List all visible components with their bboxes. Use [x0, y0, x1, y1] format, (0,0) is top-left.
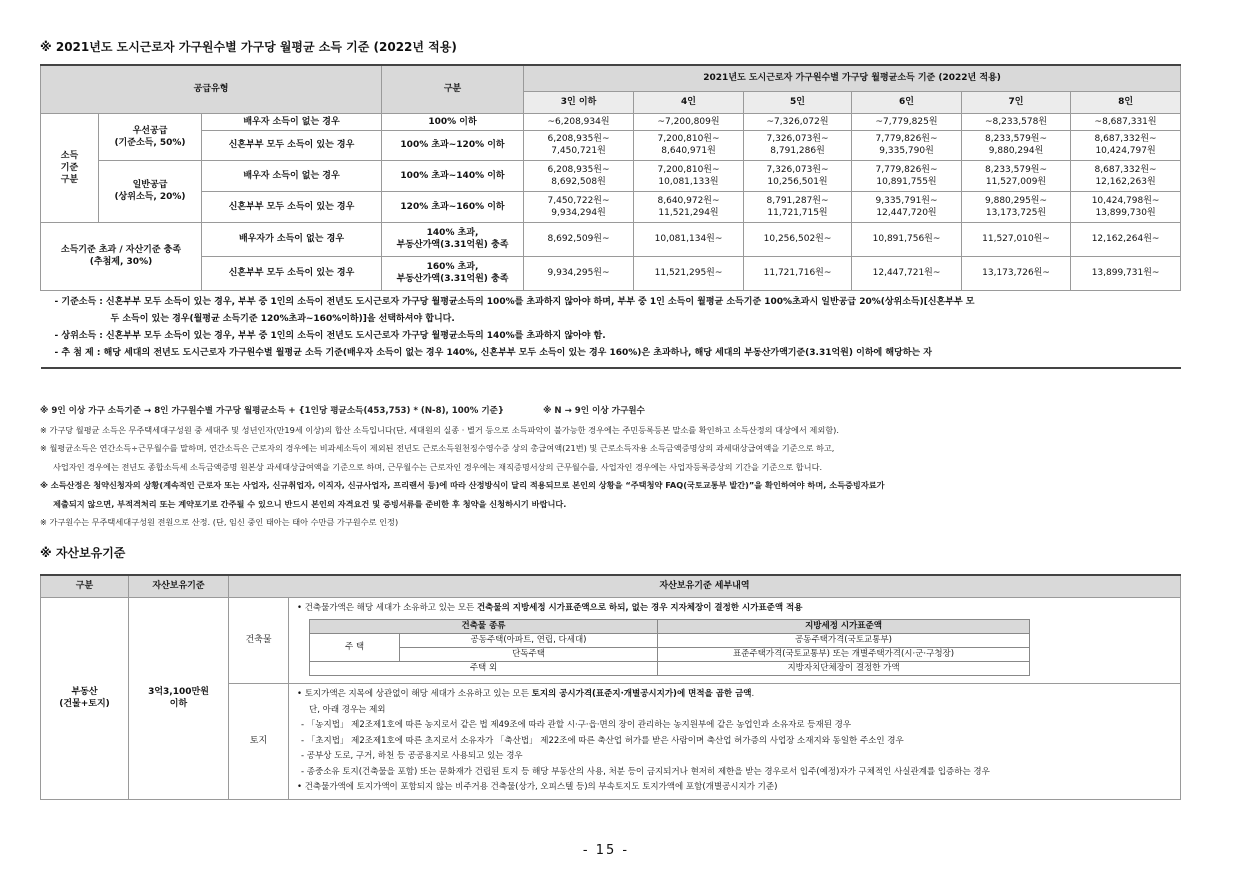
remark-text: ※ 9인 이상 가구 소득기준 → 8인 가구원수별 가구당 월평균소득 + {1인당 평균소득(453,753) * (N-8), 100% 기준} [40, 406, 505, 416]
value-line: 7,326,073원~ [766, 164, 829, 175]
value-line: 8,687,332원~ [1094, 134, 1157, 144]
label-line: 소득기준 초과 / 자산기준 충족 [60, 245, 182, 255]
asset-standard-table [40, 574, 1181, 800]
note-line: 두 소득이 있는 경우(월평균 소득기준 120%초과~160%이하)]을 선택하셔야 합니다. [110, 313, 455, 324]
remark-line: 제출되지 않으면, 부적격처리 또는 계약포기로 간주될 수 있으니 반드시 본인의 자격요건 및 증빙서류를 준비한 후 청약을 신청하시기 바랍니다. [53, 498, 567, 509]
label-line: 이하 [169, 699, 188, 709]
header-col: 8인 [1071, 91, 1181, 113]
remarks-block [40, 402, 1220, 532]
value-line: 9,880,295원~ [985, 195, 1048, 206]
value-line: 13,899,730원 [1095, 207, 1156, 218]
row-range: 100% 이하 [382, 113, 524, 130]
building-bullet [297, 601, 1172, 617]
row-type: 배우자 소득이 없는 경우 [202, 113, 382, 130]
row-type: 배우자가 소득이 없는 경우 [202, 222, 382, 256]
label-line: (기준소득, 50%) [114, 137, 186, 148]
income-standard-label [41, 113, 99, 222]
value-line: 10,256,501원 [767, 176, 828, 187]
value-cell: ~8,687,331원 [1071, 113, 1181, 130]
building-label: 건축물 [229, 597, 289, 684]
header-col: 5인 [744, 91, 852, 113]
income-standard-table [40, 64, 1181, 369]
range-line: 부동산가액(3.31억원) 충족 [396, 274, 509, 284]
remark-line [40, 402, 1220, 421]
row-range: 100% 초과~140% 이하 [382, 160, 524, 191]
value-cell [634, 160, 744, 191]
income-notes [41, 290, 1181, 368]
row-type: 신혼부부 모두 소득이 있는 경우 [202, 130, 382, 160]
asset-header-detail: 자산보유기준 세부내역 [229, 575, 1181, 597]
value-line: 7,200,810원~ [657, 164, 720, 175]
value-cell: 11,721,716원~ [744, 256, 852, 290]
general-supply-label [99, 160, 202, 222]
remark-text: ※ N → 9인 이상 가구원수 [543, 406, 645, 416]
page-number: - 15 - [582, 843, 630, 858]
inner-header-value: 지방세정 시가표준액 [658, 620, 1030, 634]
value-cell [852, 160, 962, 191]
value-cell: 10,081,134원~ [634, 222, 744, 256]
bullet-text-bold: 건축물의 지방세정 시가표준액으로 하되, 없는 경우 지자체장이 결정한 시가표준액 적용 [476, 602, 803, 613]
land-line: - 종중소유 토지(건축물을 포함) 또는 문화재가 건립된 토지 등 해당 부동산의 사용, 처분 등이 금지되거나 현저히 제한을 받는 경우로서 입주(예정)자가 구체적인 사실관계를 입증하는 경우 [301, 766, 990, 777]
label-line: (상위소득, 20%) [114, 192, 186, 202]
value-line: 7,779,826원~ [875, 134, 938, 144]
value-cell: 9,934,295원~ [524, 256, 634, 290]
value-cell: ~8,233,578원 [962, 113, 1071, 130]
value-cell: 13,173,726원~ [962, 256, 1071, 290]
inner-cell: 표준주택가격(국토교통부) 또는 개별주택가격(시·군·구청장) [658, 648, 1030, 662]
label-line: 부동산 [71, 687, 98, 697]
value-cell [524, 130, 634, 160]
value-line: 7,326,073원~ [766, 134, 829, 144]
note-line: - 추 첨 제 : 해당 세대의 전년도 도시근로자 가구원수별 월평균 소득 기준(배우자 소득이 없는 경우 140%, 신혼부부 모두 소득이 있는 경우 160%)은 초과하나, 해당 세대의 부동산가액기준(3.31억원) 이하에 해당하는 자 [54, 347, 932, 358]
house-label: 주 택 [310, 634, 400, 662]
value-cell [852, 130, 962, 160]
asset-limit [129, 597, 229, 799]
header-col: 4인 [634, 91, 744, 113]
value-line: 8,233,579원~ [985, 164, 1048, 175]
inner-cell: 지방자치단체장이 결정한 가액 [658, 662, 1030, 676]
value-cell: ~6,208,934원 [524, 113, 634, 130]
inner-cell: 공동주택(아파트, 연립, 다세대) [400, 634, 658, 648]
remark-line: ※ 소득산정은 청약신청자의 상황(계속적인 근로자 또는 사업자, 신규취업자, 이직자, 신규사업자, 프리랜서 등)에 따라 산정방식이 달리 적용되므로 본인의 상황을 “주택청약 FAQ(국토교통부 발간)”을 확인하여야 하며, 소득증빙자료가 [40, 480, 885, 490]
asset-header-category: 구분 [41, 575, 129, 597]
label-line: 소득 [60, 150, 79, 161]
value-cell [744, 130, 852, 160]
value-line: 8,233,579원~ [985, 134, 1048, 144]
label-line: (건물+토지) [59, 699, 110, 709]
value-cell [962, 191, 1071, 222]
value-line: 8,640,971원 [661, 146, 716, 156]
building-type-table [309, 619, 1030, 676]
land-line: - 공부상 도로, 구거, 하천 등 공공용지로 사용되고 있는 경우 [301, 751, 523, 761]
inner-cell: 단독주택 [400, 648, 658, 662]
row-range [382, 256, 524, 290]
label-line: 3억3,100만원 [148, 687, 209, 697]
value-cell: ~7,200,809원 [634, 113, 744, 130]
value-cell: ~7,779,825원 [852, 113, 962, 130]
label-line: (추첨제, 30%) [89, 257, 153, 267]
value-line: 7,450,721원 [551, 146, 606, 156]
building-detail [289, 597, 1181, 684]
value-cell: ~7,326,072원 [744, 113, 852, 130]
land-label: 토지 [229, 684, 289, 800]
header-col: 3인 이하 [524, 91, 634, 113]
value-line: 10,424,797원 [1095, 146, 1156, 156]
value-cell [1071, 160, 1181, 191]
bullet-text: • 토지가액은 지목에 상관없이 해당 세대가 소유하고 있는 모든 [297, 689, 532, 699]
asset-header-standard: 자산보유기준 [129, 575, 229, 597]
value-line: 7,779,826원~ [875, 164, 938, 175]
inner-cell: 공동주택가격(국토교통부) [658, 634, 1030, 648]
range-line: 160% 초과, [426, 262, 479, 272]
value-cell [744, 191, 852, 222]
row-type: 배우자 소득이 없는 경우 [202, 160, 382, 191]
value-cell [524, 160, 634, 191]
header-supply-type: 공급유형 [41, 65, 382, 113]
bullet-text: . [751, 689, 755, 699]
header-col: 7인 [962, 91, 1071, 113]
value-line: 10,424,798원~ [1091, 195, 1160, 206]
value-line: 8,791,286원 [770, 146, 825, 156]
row-range [382, 222, 524, 256]
value-cell: 8,692,509원~ [524, 222, 634, 256]
value-cell [634, 191, 744, 222]
bullet-text-bold: 토지의 공시가격(표준지·개별공시지가)에 면적을 곱한 금액 [531, 689, 752, 699]
value-cell [962, 160, 1071, 191]
priority-supply-label [99, 113, 202, 160]
row-type: 신혼부부 모두 소득이 있는 경우 [202, 256, 382, 290]
note-line: - 기준소득 : 신혼부부 모두 소득이 있는 경우, 부부 중 1인의 소득이 전년도 도시근로자 가구당 월평균소득의 100%를 초과하지 않아야 하며, 부부 중 1인 소득이 월평균 소득기준 100%초과시 일반공급 20%(상위소득)[신혼부부 모 [54, 296, 975, 307]
value-line: 10,081,133원 [658, 176, 719, 187]
value-line: 11,527,009원 [985, 176, 1047, 187]
value-line: 11,521,294원 [658, 207, 719, 218]
inner-header-type: 건축물 종류 [310, 620, 658, 634]
value-line: 12,447,720원 [876, 207, 937, 218]
value-cell [1071, 191, 1181, 222]
value-line: 6,208,935원~ [547, 164, 610, 175]
value-line: 13,173,725원 [985, 207, 1047, 218]
value-line: 7,450,722원~ [547, 195, 610, 206]
real-estate-label [41, 597, 129, 799]
land-bullet: • 건축물가액에 토지가액이 포함되지 않는 비주거용 건축물(상가, 오피스텔 등)의 부속토지도 토지가액에 포함(개별공시지가 기준) [297, 782, 778, 792]
value-cell [962, 130, 1071, 160]
range-line: 140% 초과, [426, 228, 479, 238]
value-line: 8,687,332원~ [1094, 164, 1157, 175]
row-type: 신혼부부 모두 소득이 있는 경우 [202, 191, 382, 222]
remark-line: ※ 월평균소득은 연간소득÷근무월수를 말하며, 연간소득은 근로자의 경우에는 비과세소득이 제외된 전년도 근로소득원천징수영수증 상의 총급여액(21번) 및 근로소득자용 소득금액증명상의 과세대상급여액을 기준으로 하고, [40, 443, 835, 453]
section2-title: ※ 자산보유기준 [40, 546, 126, 560]
value-cell [524, 191, 634, 222]
value-cell [634, 130, 744, 160]
range-line: 부동산가액(3.31억원) 충족 [396, 240, 509, 250]
remark-line: ※ 가구당 월평균 소득은 무주택세대구성원 중 세대주 및 성년인자(만19세 이상)의 합산 소득입니다(단, 세대원의 실종 · 별거 등으로 소득파악이 불가능한 경우에는 주민등록등본 말소를 확인하고 소득산정의 대상에서 제외함). [40, 424, 839, 435]
value-cell [744, 160, 852, 191]
row-range: 100% 초과~120% 이하 [382, 130, 524, 160]
land-detail [289, 684, 1181, 800]
value-cell: 11,521,295원~ [634, 256, 744, 290]
value-line: 8,791,287원~ [766, 195, 829, 206]
inner-cell: 주택 외 [310, 662, 658, 676]
lottery-supply-label [41, 222, 202, 290]
row-range: 120% 초과~160% 이하 [382, 191, 524, 222]
value-line: 6,208,935원~ [547, 134, 610, 144]
remark-line: ※ 가구원수는 무주택세대구성원 전원으로 산정. (단, 임신 중인 태아는 태아 수만큼 가구원수로 인정) [40, 517, 399, 527]
label-line: 구분 [60, 174, 79, 185]
value-cell: 12,162,264원~ [1071, 222, 1181, 256]
value-cell: 11,527,010원~ [962, 222, 1071, 256]
value-line: 12,162,263원 [1095, 176, 1156, 187]
label-line: 기준 [60, 162, 79, 173]
value-cell [852, 191, 962, 222]
remark-line: 사업자인 경우에는 전년도 종합소득세 소득금액증명 원본상 과세대상급여액을 기준으로 하며, 근무월수는 근로자인 경우에는 재직증명서상의 근무월수를, 사업자인 경우에는 사업자등록증상의 기간을 기준으로 합니다. [53, 461, 823, 472]
header-col: 6인 [852, 91, 962, 113]
section1-title: ※ 2021년도 도시근로자 가구원수별 가구당 월평균 소득 기준 (2022년 적용) [40, 40, 457, 54]
value-cell: 10,256,502원~ [744, 222, 852, 256]
land-line: 단, 아래 경우는 제외 [309, 704, 386, 715]
land-bullet [297, 687, 1172, 703]
value-cell: 10,891,756원~ [852, 222, 962, 256]
value-line: 9,934,294원 [551, 207, 606, 218]
value-line: 9,335,790원 [879, 146, 934, 156]
value-line: 8,640,972원~ [657, 195, 720, 206]
value-cell: 12,447,721원~ [852, 256, 962, 290]
value-line: 11,721,715원 [767, 207, 828, 218]
land-line: - 「농지법」 제2조제1호에 따른 농지로서 같은 법 제49조에 따라 관할 시·구·읍·면의 장이 관리하는 농지원부에 같은 농업인과 소유자로 등재된 경우 [301, 720, 852, 730]
bullet-text: • 건축물가액은 해당 세대가 소유하고 있는 모든 [297, 602, 477, 613]
value-line: 10,891,755원 [876, 176, 937, 187]
value-line: 9,880,294원 [988, 146, 1044, 156]
value-line: 8,692,508원 [551, 176, 606, 187]
value-cell: 13,899,731원~ [1071, 256, 1181, 290]
land-line: - 「초지법」 제2조제1호에 따른 초지로서 소유자가 「축산법」 제22조에 따른 축산업 허가를 받은 사람이며 축산업 허가증의 사업장 소재지와 동일한 주소인 경우 [301, 735, 904, 746]
header-income-group: 2021년도 도시근로자 가구원수별 가구당 월평균소득 기준 (2022년 적용) [524, 65, 1181, 91]
label-line: 우선공급 [132, 125, 168, 136]
value-cell [1071, 130, 1181, 160]
note-line: - 상위소득 : 신혼부부 모두 소득이 있는 경우, 부부 중 1인의 소득이 전년도 도시근로자 가구당 월평균소득의 140%를 초과하지 않아야 함. [54, 330, 606, 341]
value-line: 9,335,791원~ [875, 195, 938, 206]
value-line: 7,200,810원~ [657, 134, 720, 144]
label-line: 일반공급 [132, 180, 168, 190]
header-category: 구분 [382, 65, 524, 113]
